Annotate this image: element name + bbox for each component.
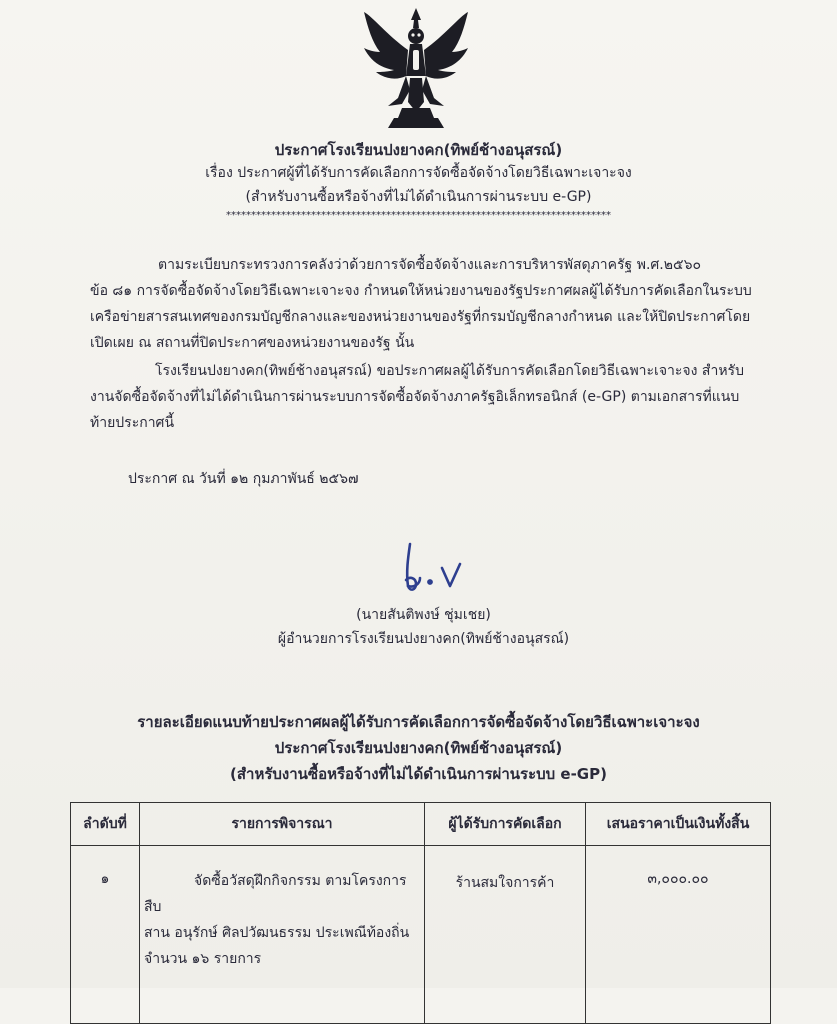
separator-line: ***************************************************************************** (226, 210, 611, 221)
paragraph1-line: ตามระเบียบกระทรวงการคลังว่าด้วยการจัดซื้อจัดจ้างและการบริหารพัสดุภาครัฐ พ.ศ.๒๕๖๐ (158, 257, 701, 273)
row-no: ๑ (71, 846, 140, 1024)
paragraph1-line: เครือข่ายสารสนเทศของกรมบัญชีกลางและของหน่วยงานของรัฐที่กรมบัญชีกลางกำหนด และให้ปิดประกาศโดย (90, 309, 751, 325)
announcement-title: ประกาศโรงเรียนปงยางคก(ทิพย์ช้างอนุสรณ์) (274, 141, 563, 159)
results-table (70, 802, 771, 1024)
table-row (71, 846, 771, 1024)
signer-name: (นายสันติพงษ์ ชุ่มเชย) (356, 607, 491, 623)
garuda-emblem-icon (358, 6, 474, 130)
paragraph1-line: ข้อ ๘๑ การจัดซื้อจัดจ้างโดยวิธีเฉพาะเจาะจง กำหนดให้หน่วยงานของรัฐประกาศผลผู้ได้รับการคัดเลือกในระบบ (90, 283, 752, 299)
row-winner: ร้านสมใจการค้า (425, 846, 586, 1024)
table-header-row (71, 803, 771, 846)
attachment-heading: รายละเอียดแนบท้ายประกาศผลผู้ได้รับการคัดเลือกการจัดซื้อจัดจ้างโดยวิธีเฉพาะเจาะจง (137, 713, 700, 731)
attachment-scope-heading: (สำหรับงานซื้อหรือจ้างที่ไม่ได้ดำเนินการผ่านระบบ e-GP) (230, 765, 607, 783)
row-item-line: สาน อนุรักษ์ ศิลปวัฒนธรรม ประเพณีท้องถิ่น (144, 925, 410, 941)
paragraph1-line: เปิดเผย ณ สถานที่ปิดประกาศของหน่วยงานของรัฐ นั้น (90, 335, 415, 351)
row-price: ๓,๐๐๐.๐๐ (586, 846, 771, 1024)
col-header-price: เสนอราคาเป็นเงินทั้งสิ้น (586, 803, 771, 846)
paragraph2-line: ท้ายประกาศนี้ (90, 415, 175, 431)
paragraph2-line: โรงเรียนปงยางคก(ทิพย์ช้างอนุสรณ์) ขอประกาศผลผู้ได้รับการคัดเลือกโดยวิธีเฉพาะเจาะจง สำหรับ (155, 363, 744, 379)
paragraph2-line: งานจัดซื้อจัดจ้างที่ไม่ได้ดำเนินการผ่านระบบการจัดซื้อจัดจ้างภาครัฐอิเล็กทรอนิกส์ (e-GP) ตามเอกสารที่แนบ (90, 389, 740, 405)
col-header-winner: ผู้ได้รับการคัดเลือก (425, 803, 586, 846)
row-item-line: จำนวน ๑๖ รายการ (144, 951, 262, 967)
announcement-subject: เรื่อง ประกาศผู้ที่ได้รับการคัดเลือกการจัดซื้อจัดจ้างโดยวิธีเฉพาะเจาะจง (205, 165, 632, 181)
signer-position: ผู้อำนวยการโรงเรียนปงยางคก(ทิพย์ช้างอนุสรณ์) (277, 631, 570, 647)
signature-icon (380, 538, 470, 598)
col-header-no: ลำดับที่ (71, 803, 140, 846)
announcement-date: ประกาศ ณ วันที่ ๑๒ กุมภาพันธ์ ๒๕๖๗ (128, 471, 359, 487)
row-item (140, 846, 425, 1024)
attachment-school-heading: ประกาศโรงเรียนปงยางคก(ทิพย์ช้างอนุสรณ์) (274, 739, 563, 757)
col-header-item: รายการพิจารณา (140, 803, 425, 846)
announcement-scope: (สำหรับงานซื้อหรือจ้างที่ไม่ได้ดำเนินการผ่านระบบ e-GP) (245, 189, 592, 205)
row-item-line: จัดซื้อวัสดุฝึกกิจกรรม ตามโครงการสืบ (144, 873, 407, 915)
